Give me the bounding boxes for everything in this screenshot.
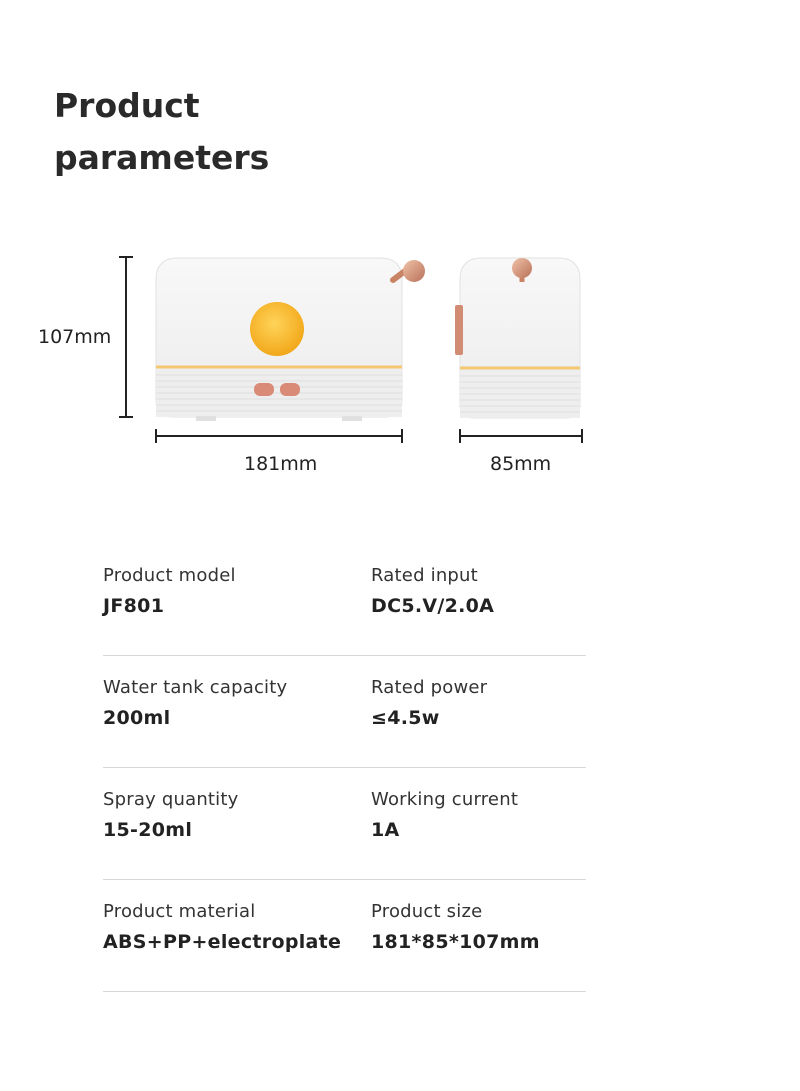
product-diagram [0,240,800,490]
button-right [280,383,300,396]
parameter-cell [103,563,236,621]
parameter-label: Product size [371,901,483,922]
side-view [455,258,580,418]
parameter-label: Water tank capacity [103,677,288,698]
parameter-cell [371,675,487,733]
side-knob [512,258,532,278]
parameter-cell [103,787,239,845]
knob [403,260,425,282]
page-title-line1: Product [54,86,200,125]
depth-label: 85mm [490,453,552,475]
parameter-value: 181*85*107mm [371,931,540,953]
parameter-label: Rated power [371,677,488,698]
width-label: 181mm [244,453,318,475]
parameter-label: Working current [371,789,519,810]
parameter-cell [371,563,494,621]
parameter-row [103,545,586,656]
parameter-label: Product model [103,565,236,586]
parameter-cell [371,899,540,957]
parameter-value: 200ml [103,707,171,729]
parameters-table [103,545,586,992]
parameter-row [103,769,586,880]
parameter-value: 15-20ml [103,819,193,841]
parameter-cell [103,675,287,733]
height-dimension-line [119,257,133,417]
parameter-value: 1A [371,819,400,841]
button-left [254,383,274,396]
parameter-value: JF801 [103,595,165,617]
page-title-line2: parameters [54,138,270,177]
parameter-label: Product material [103,901,256,922]
width-dimension-line [156,429,402,443]
parameter-value: DC5.V/2.0A [371,595,495,617]
parameter-row [103,881,586,992]
parameter-value: ≤4.5w [371,707,440,729]
parameter-row [103,657,586,768]
parameter-label: Rated input [371,565,478,586]
depth-dimension-line [460,429,582,443]
sun-light [250,302,304,356]
page-title [54,80,269,184]
parameter-cell [103,899,341,957]
parameter-cell [371,787,518,845]
front-view [156,258,425,421]
parameter-label: Spray quantity [103,789,239,810]
height-label: 107mm [38,326,112,348]
parameter-value: ABS+PP+electroplate [103,931,342,953]
product-dimension-illustration [0,240,800,490]
